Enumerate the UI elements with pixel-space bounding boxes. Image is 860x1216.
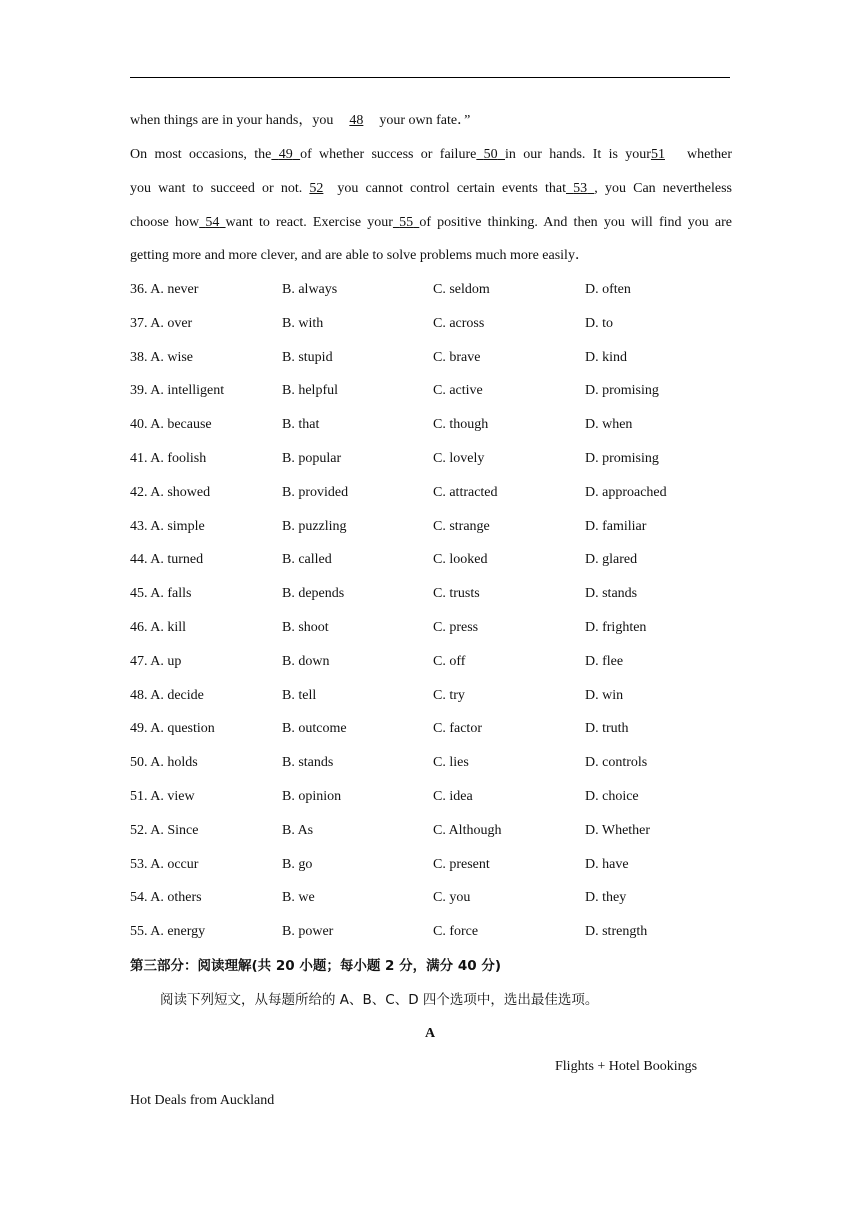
blank-53: 53 — [573, 181, 588, 196]
option-b: B. always — [282, 282, 338, 297]
passage-line-1 — [130, 111, 470, 131]
option-a: 41. A. foolish — [130, 451, 207, 466]
option-b: B. we — [282, 890, 315, 906]
option-a: 46. A. kill — [130, 620, 187, 635]
option-row — [130, 550, 730, 570]
option-d: D. promising — [585, 383, 659, 399]
option-d: D. choice — [585, 789, 639, 804]
blank-50: 50 — [483, 147, 498, 162]
option-row — [130, 483, 730, 503]
option-row — [130, 314, 730, 334]
option-c: C. lovely — [433, 451, 485, 466]
option-d: D. approached — [585, 484, 667, 500]
option-b: B. stands — [282, 755, 334, 771]
option-a: 45. A. falls — [130, 586, 192, 602]
option-c: C. force — [433, 924, 479, 940]
option-c: C. though — [433, 417, 489, 433]
option-a: 53. A. occur — [130, 856, 199, 872]
option-d: D. frighten — [585, 620, 647, 635]
text-fragment: your own fate．” — [379, 113, 471, 128]
option-b: B. go — [282, 856, 313, 872]
option-row — [130, 517, 730, 537]
option-a: 55. A. energy — [130, 924, 206, 940]
option-d: D. flee — [585, 653, 624, 669]
option-b: B. helpful — [282, 383, 338, 399]
option-d: D. promising — [585, 451, 659, 466]
option-row — [130, 415, 730, 435]
text-fragment: when things are in your hands，you — [130, 113, 334, 128]
option-row — [130, 888, 730, 908]
passage-label: A — [424, 1026, 436, 1041]
blank-51: 51 — [650, 147, 665, 162]
option-c: C. try — [433, 687, 465, 703]
option-b: B. called — [282, 552, 332, 568]
option-d: D. kind — [585, 349, 627, 365]
passage-line-3 — [130, 179, 732, 199]
option-c: C. factor — [433, 721, 482, 737]
option-row — [130, 584, 730, 604]
option-d: D. controls — [585, 755, 648, 771]
text-fragment: choose how — [130, 215, 200, 230]
option-d: D. to — [585, 315, 613, 331]
option-c: C. lies — [433, 755, 469, 771]
option-c: C. across — [433, 315, 485, 331]
passage-line-2 — [130, 145, 732, 165]
option-row — [130, 753, 730, 773]
option-a: 36. A. never — [130, 282, 199, 297]
passage-line-5: getting more and more clever, and are able to solve problems much more easily． — [130, 248, 589, 263]
option-d: D. when — [585, 417, 633, 433]
option-b: B. As — [282, 822, 314, 838]
blank-48: 48 — [349, 113, 364, 128]
option-c: C. press — [433, 620, 479, 635]
option-b: B. stupid — [282, 349, 333, 365]
ad-heading-left: Hot Deals from Auckland — [130, 1093, 275, 1108]
option-d: D. win — [585, 687, 624, 703]
section-title: 第三部分：阅读理解(共 20 小题；每小题 2 分，满分 40 分) — [130, 958, 502, 974]
option-a: 38. A. wise — [130, 349, 193, 365]
option-row — [130, 381, 730, 401]
passage-line-4 — [130, 213, 732, 233]
ad-heading-right: Flights + Hotel Bookings — [555, 1059, 698, 1074]
option-d: D. have — [585, 856, 629, 872]
option-b: B. that — [282, 417, 320, 433]
option-a: 51. A. view — [130, 789, 195, 804]
option-c: C. looked — [433, 552, 488, 568]
option-a: 48. A. decide — [130, 687, 204, 703]
option-row — [130, 280, 730, 300]
blank-55: 55 — [399, 215, 414, 230]
option-a: 40. A. because — [130, 417, 212, 433]
option-row — [130, 821, 730, 841]
option-a: 39. A. intelligent — [130, 383, 225, 399]
option-b: B. popular — [282, 451, 342, 466]
option-c: C. brave — [433, 349, 481, 365]
option-row — [130, 787, 730, 807]
text-fragment: of whether success or failure — [300, 147, 477, 162]
option-a: 37. A. over — [130, 315, 193, 331]
option-row — [130, 719, 730, 739]
text-fragment: On most occasions, the — [130, 147, 272, 162]
option-a: 47. A. up — [130, 653, 182, 669]
option-row — [130, 855, 730, 875]
text-fragment: whether — [686, 147, 733, 162]
option-d: D. strength — [585, 924, 648, 940]
option-b: B. outcome — [282, 721, 347, 737]
option-b: B. opinion — [282, 789, 342, 804]
option-row — [130, 449, 730, 469]
text-fragment: want to react. Exercise your — [225, 215, 393, 230]
option-a: 54. A. others — [130, 890, 202, 906]
option-d: D. truth — [585, 721, 629, 737]
option-b: B. with — [282, 315, 324, 331]
text-fragment: you want to succeed or not. — [130, 181, 303, 196]
option-row — [130, 652, 730, 672]
option-a: 43. A. simple — [130, 518, 205, 534]
section-instruction: 阅读下列短文，从每题所给的 A、B、C、D 四个选项中，选出最佳选项。 — [160, 992, 599, 1008]
text-fragment: in our hands. It is your — [505, 147, 651, 162]
blank-54: 54 — [205, 215, 220, 230]
option-d: D. they — [585, 890, 627, 906]
option-c: C. attracted — [433, 484, 498, 500]
option-c: C. active — [433, 383, 483, 399]
option-b: B. shoot — [282, 620, 329, 635]
text-fragment: of positive thinking. And then you will find you are — [419, 215, 732, 230]
option-b: B. tell — [282, 687, 317, 703]
option-c: C. idea — [433, 789, 473, 804]
option-row — [130, 922, 730, 942]
option-c: C. strange — [433, 518, 490, 534]
header-rule — [130, 77, 730, 78]
option-d: D. glared — [585, 552, 638, 568]
option-row — [130, 348, 730, 368]
option-d: D. stands — [585, 586, 638, 602]
option-b: B. power — [282, 924, 334, 940]
option-c: C. seldom — [433, 282, 490, 297]
option-b: B. depends — [282, 586, 345, 602]
option-a: 44. A. turned — [130, 552, 204, 568]
option-b: B. provided — [282, 484, 349, 500]
option-c: C. you — [433, 890, 471, 906]
text-fragment: , you Can nevertheless — [594, 181, 733, 196]
option-row — [130, 618, 730, 638]
blank-52: 52 — [309, 181, 324, 196]
option-a: 50. A. holds — [130, 755, 198, 771]
option-a: 49. A. question — [130, 721, 215, 737]
option-row — [130, 686, 730, 706]
option-c: C. trusts — [433, 586, 480, 602]
option-a: 42. A. showed — [130, 484, 211, 500]
option-d: D. often — [585, 282, 631, 297]
blank-49: 49 — [278, 147, 293, 162]
option-b: B. puzzling — [282, 518, 347, 534]
text-fragment: you cannot control certain events that — [337, 181, 566, 196]
option-b: B. down — [282, 653, 330, 669]
option-c: C. Although — [433, 822, 502, 838]
option-c: C. off — [433, 653, 466, 669]
option-c: C. present — [433, 856, 490, 872]
option-d: D. Whether — [585, 822, 651, 838]
option-d: D. familiar — [585, 518, 647, 534]
option-a: 52. A. Since — [130, 822, 199, 838]
